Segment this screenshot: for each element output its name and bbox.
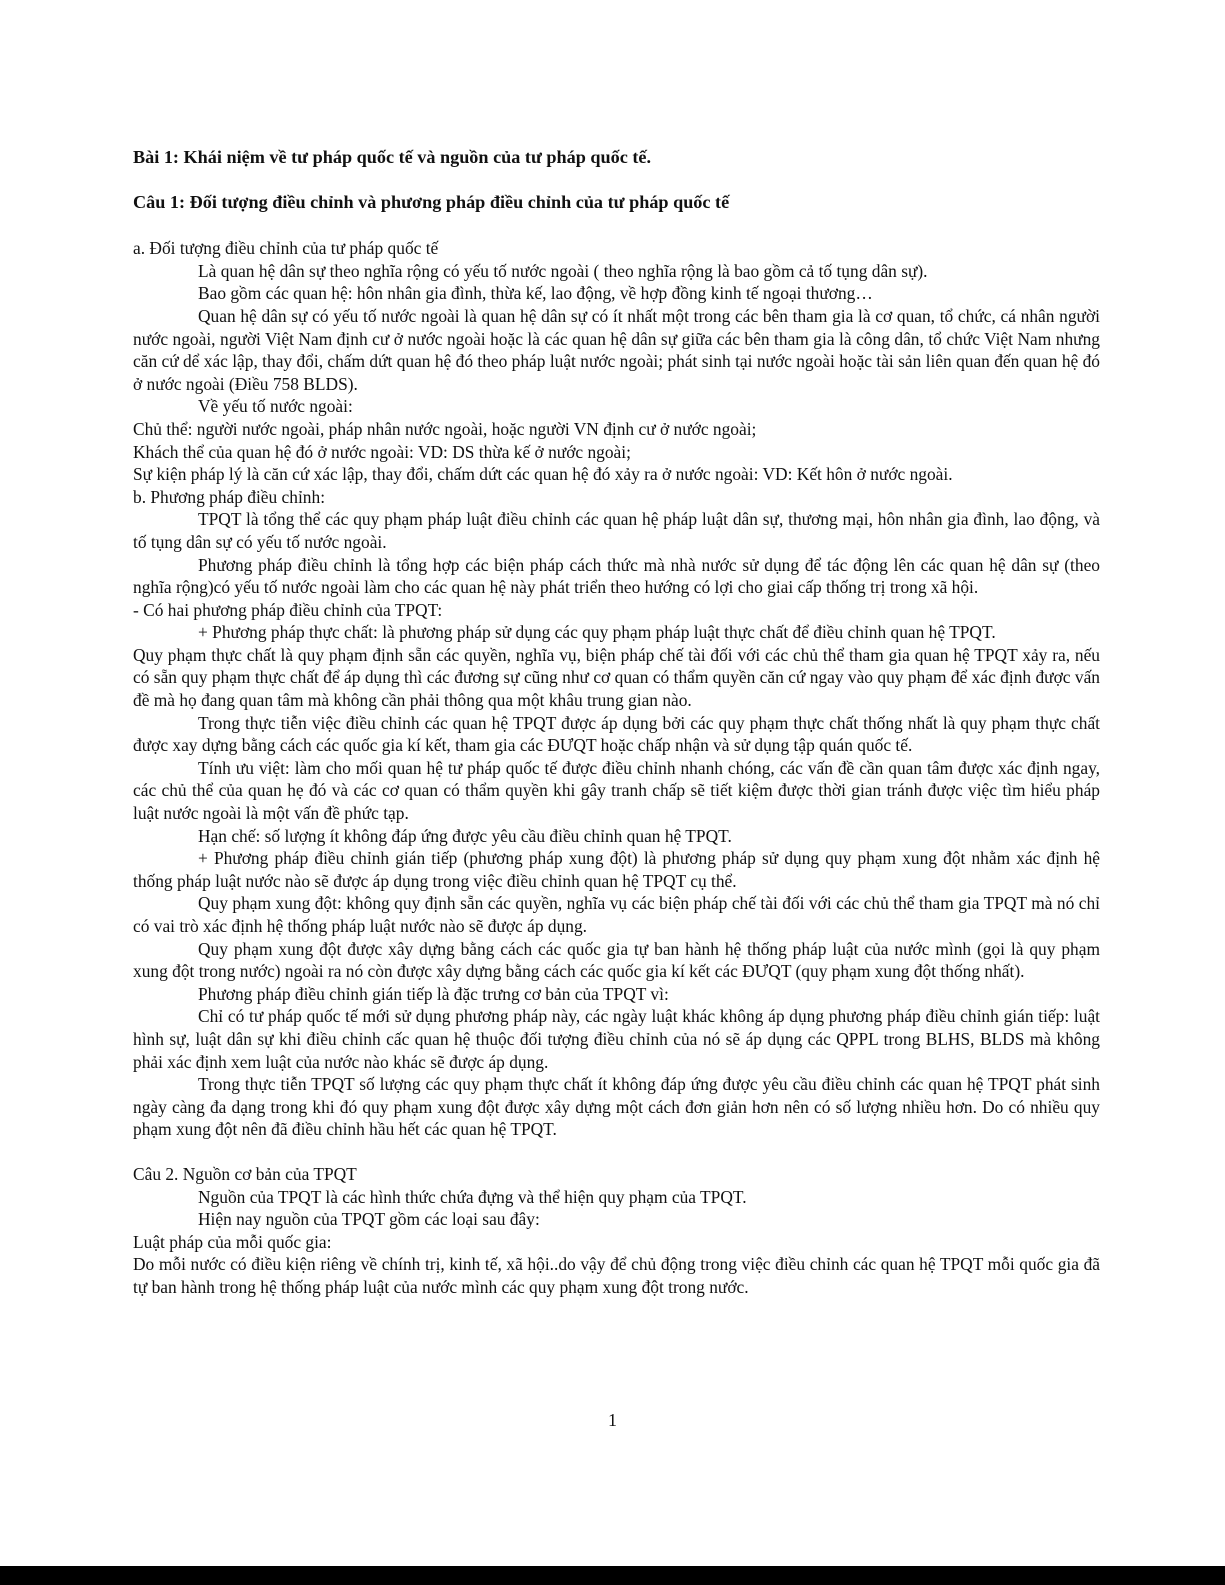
paragraph: + Phương pháp điều chỉnh gián tiếp (phương pháp xung đột) là phương pháp sử dụng quy phạm xung đột nhằm xác định hệ thống pháp luật nước nào sẽ được áp dụng trong việc điều chỉnh quan hệ TPQT cụ thể. [133, 848, 1100, 891]
paragraph: Quan hệ dân sự có yếu tố nước ngoài là quan hệ dân sự có ít nhất một trong các bên tham gia là cơ quan, tổ chức, cá nhân người nước ngoài, người Việt Nam định cư ở nước ngoài hoặc là các quan hệ dân sự giữa các bên tham gia là công dân, tổ chức Việt Nam nhưng căn cứ dể xác lập, thay đổi, chấm dứt quan hệ đó theo pháp luật nước ngoài; phát sinh tại nước ngoài hoặc tài sản liên quan đến quan hệ đó ở nước ngoài (Điều 758 BLDS). [133, 305, 1100, 394]
paragraph: - Có hai phương pháp điều chỉnh của TPQT: [133, 599, 443, 620]
paragraph: Chủ thể: người nước ngoài, pháp nhân nước ngoài, hoặc người VN định cư ở nước ngoài; [133, 418, 757, 439]
paragraph: Khách thể của quan hệ đó ở nước ngoài: VD: DS thừa kế ở nước ngoài; [133, 441, 631, 462]
paragraph: Nguồn của TPQT là các hình thức chứa đựng và thể hiện quy phạm của TPQT. [198, 1186, 747, 1207]
paragraph: Về yếu tố nước ngoài: [198, 396, 353, 417]
paragraph: Là quan hệ dân sự theo nghĩa rộng có yếu tố nước ngoài ( theo nghĩa rộng là bao gồm cả tố tụng dân sự). [198, 260, 928, 281]
paragraph: Bao gồm các quan hệ: hôn nhân gia đình, thừa kế, lao động, về hợp đồng kinh tế ngoại thương… [198, 283, 873, 304]
question-1-heading: Câu 1: Đối tượng điều chỉnh và phương pháp điều chỉnh của tư pháp quốc tế [133, 191, 730, 212]
section-gap [133, 1141, 1100, 1163]
question-2-body [133, 1186, 1100, 1299]
question-1-body [133, 237, 1100, 1141]
paragraph: Chỉ có tư pháp quốc tế mới sử dụng phương pháp này, các ngày luật khác không áp dụng phương pháp điều chỉnh gián tiếp: luật hình sự, luật dân sự khi điều chỉnh cấc quan hệ thuộc đối tượng điều chỉnh của nó sẽ áp dụng các QPPL trong BLHS, BLDS mà không phải xác định xem luật của nước nào khác sẽ được áp dụng. [133, 1006, 1100, 1072]
paragraph: Hạn chế: số lượng ít không đáp ứng được yêu cầu điều chỉnh quan hệ TPQT. [198, 825, 732, 846]
page-number: 1 [608, 1410, 617, 1430]
paragraph: Trong thực tiễn TPQT số lượng các quy phạm thực chất ít không đáp ứng được yêu cầu điều chỉnh các quan hệ TPQT phát sinh ngày càng đa dạng trong khi đó quy phạm xung đột được xây dựng một cách đơn giản hơn nên có số lượng nhiều hơn. Do có nhiều quy phạm xung đột nên đã điều chỉnh hầu hết các quan hệ TPQT. [133, 1074, 1100, 1140]
paragraph: Phương pháp điều chỉnh là tổng hợp các biện pháp cách thức mà nhà nước sử dụng để tác động lên các quan hệ dân sự (theo nghĩa rộng)có yếu tố nước ngoài làm cho các quan hệ này phát triển theo hướng có lợi cho giai cấp thống trị trong xã hội. [133, 554, 1100, 598]
paragraph: TPQT là tổng thể các quy phạm pháp luật điều chỉnh các quan hệ pháp luật dân sự, thương mại, hôn nhân gia đình, lao động, và tố tụng dân sự có yếu tố nước ngoài. [133, 509, 1100, 552]
paragraph: Sự kiện pháp lý là căn cứ xác lập, thay đổi, chấm dứt các quan hệ đó xảy ra ở nước ngoài: VD: Kết hôn ở nước ngoài. [133, 464, 953, 485]
question-2-heading: Câu 2. Nguồn cơ bản của TPQT [133, 1163, 357, 1184]
paragraph: Hiện nay nguồn của TPQT gồm các loại sau đây: [198, 1209, 540, 1230]
paragraph: Quy phạm xung đột: không quy định sẵn các quyền, nghĩa vụ các biện pháp chế tài đối với các chủ thể tham gia TPQT mà nó chỉ có vai trò xác định hệ thống pháp luật nước nào sẽ được áp dụng. [133, 893, 1100, 936]
lesson-title: Bài 1: Khái niệm về tư pháp quốc tế và nguồn của tư pháp quốc tế. [133, 147, 652, 167]
page-bottom-border [0, 1566, 1225, 1585]
paragraph: b. Phương pháp điều chỉnh: [133, 486, 326, 507]
paragraph: Trong thực tiễn việc điều chỉnh các quan hệ TPQT được áp dụng bởi các quy phạm thực chất thống nhất là quy phạm thực chất được xay dựng bằng cách các quốc gia kí kết, tham gia các ĐƯQT hoặc chấp nhận và sử dụng tập quán quốc tế. [133, 712, 1100, 756]
document-body [133, 146, 1100, 1299]
paragraph: Phương pháp điều chỉnh gián tiếp là đặc trưng cơ bản của TPQT vì: [198, 983, 669, 1004]
paragraph: Quy phạm xung đột được xây dựng bằng cách các quốc gia tự ban hành hệ thống pháp luật của nước mình (gọi là quy phạm xung đột trong nước) ngoài ra nó còn được xây dựng bằng cách các quốc gia kí kết các ĐƯQT (quy phạm xung đột thống nhất). [133, 938, 1100, 982]
paragraph: Luật pháp của mỗi quốc gia: [133, 1231, 332, 1252]
paragraph: a. Đối tượng điều chỉnh của tư pháp quốc tế [133, 238, 439, 259]
paragraph: + Phương pháp thực chất: là phương pháp sử dụng các quy phạm pháp luật thực chất để điều chỉnh quan hệ TPQT. [198, 622, 996, 643]
paragraph: Quy phạm thực chất là quy phạm định sẵn các quyền, nghĩa vụ, biện pháp chế tài đối với các chủ thể tham gia quan hệ TPQT xảy ra, nếu có sẵn quy phạm thực chất để áp dụng thì các đương sự cũng như cơ quan có thẩm quyền căn cứ ngay vào quy phạm để xác định được vấn đề mà họ đang quan tâm mà không cần phải thông qua một khâu trung gian nào. [133, 644, 1100, 711]
paragraph: Tính ưu việt: làm cho mối quan hệ tư pháp quốc tế được điều chỉnh nhanh chóng, các vấn đề cần quan tâm được xác định ngay, các chủ thể của quan hẹ đó và các cơ quan có thẩm quyền khi gây tranh chấp sẽ tiết kiệm được thời gian tránh được việc tìm hiểu pháp luật nước ngoài là một vấn đề phức tạp. [133, 757, 1100, 824]
paragraph: Do mỗi nước có điều kiện riêng về chính trị, kinh tế, xã hội..do vậy để chủ động trong việc điều chỉnh các quan hệ TPQT mỗi quốc gia đã tự ban hành trong hệ thống pháp luật của nước mình các quy phạm xung đột trong nước. [133, 1254, 1100, 1297]
